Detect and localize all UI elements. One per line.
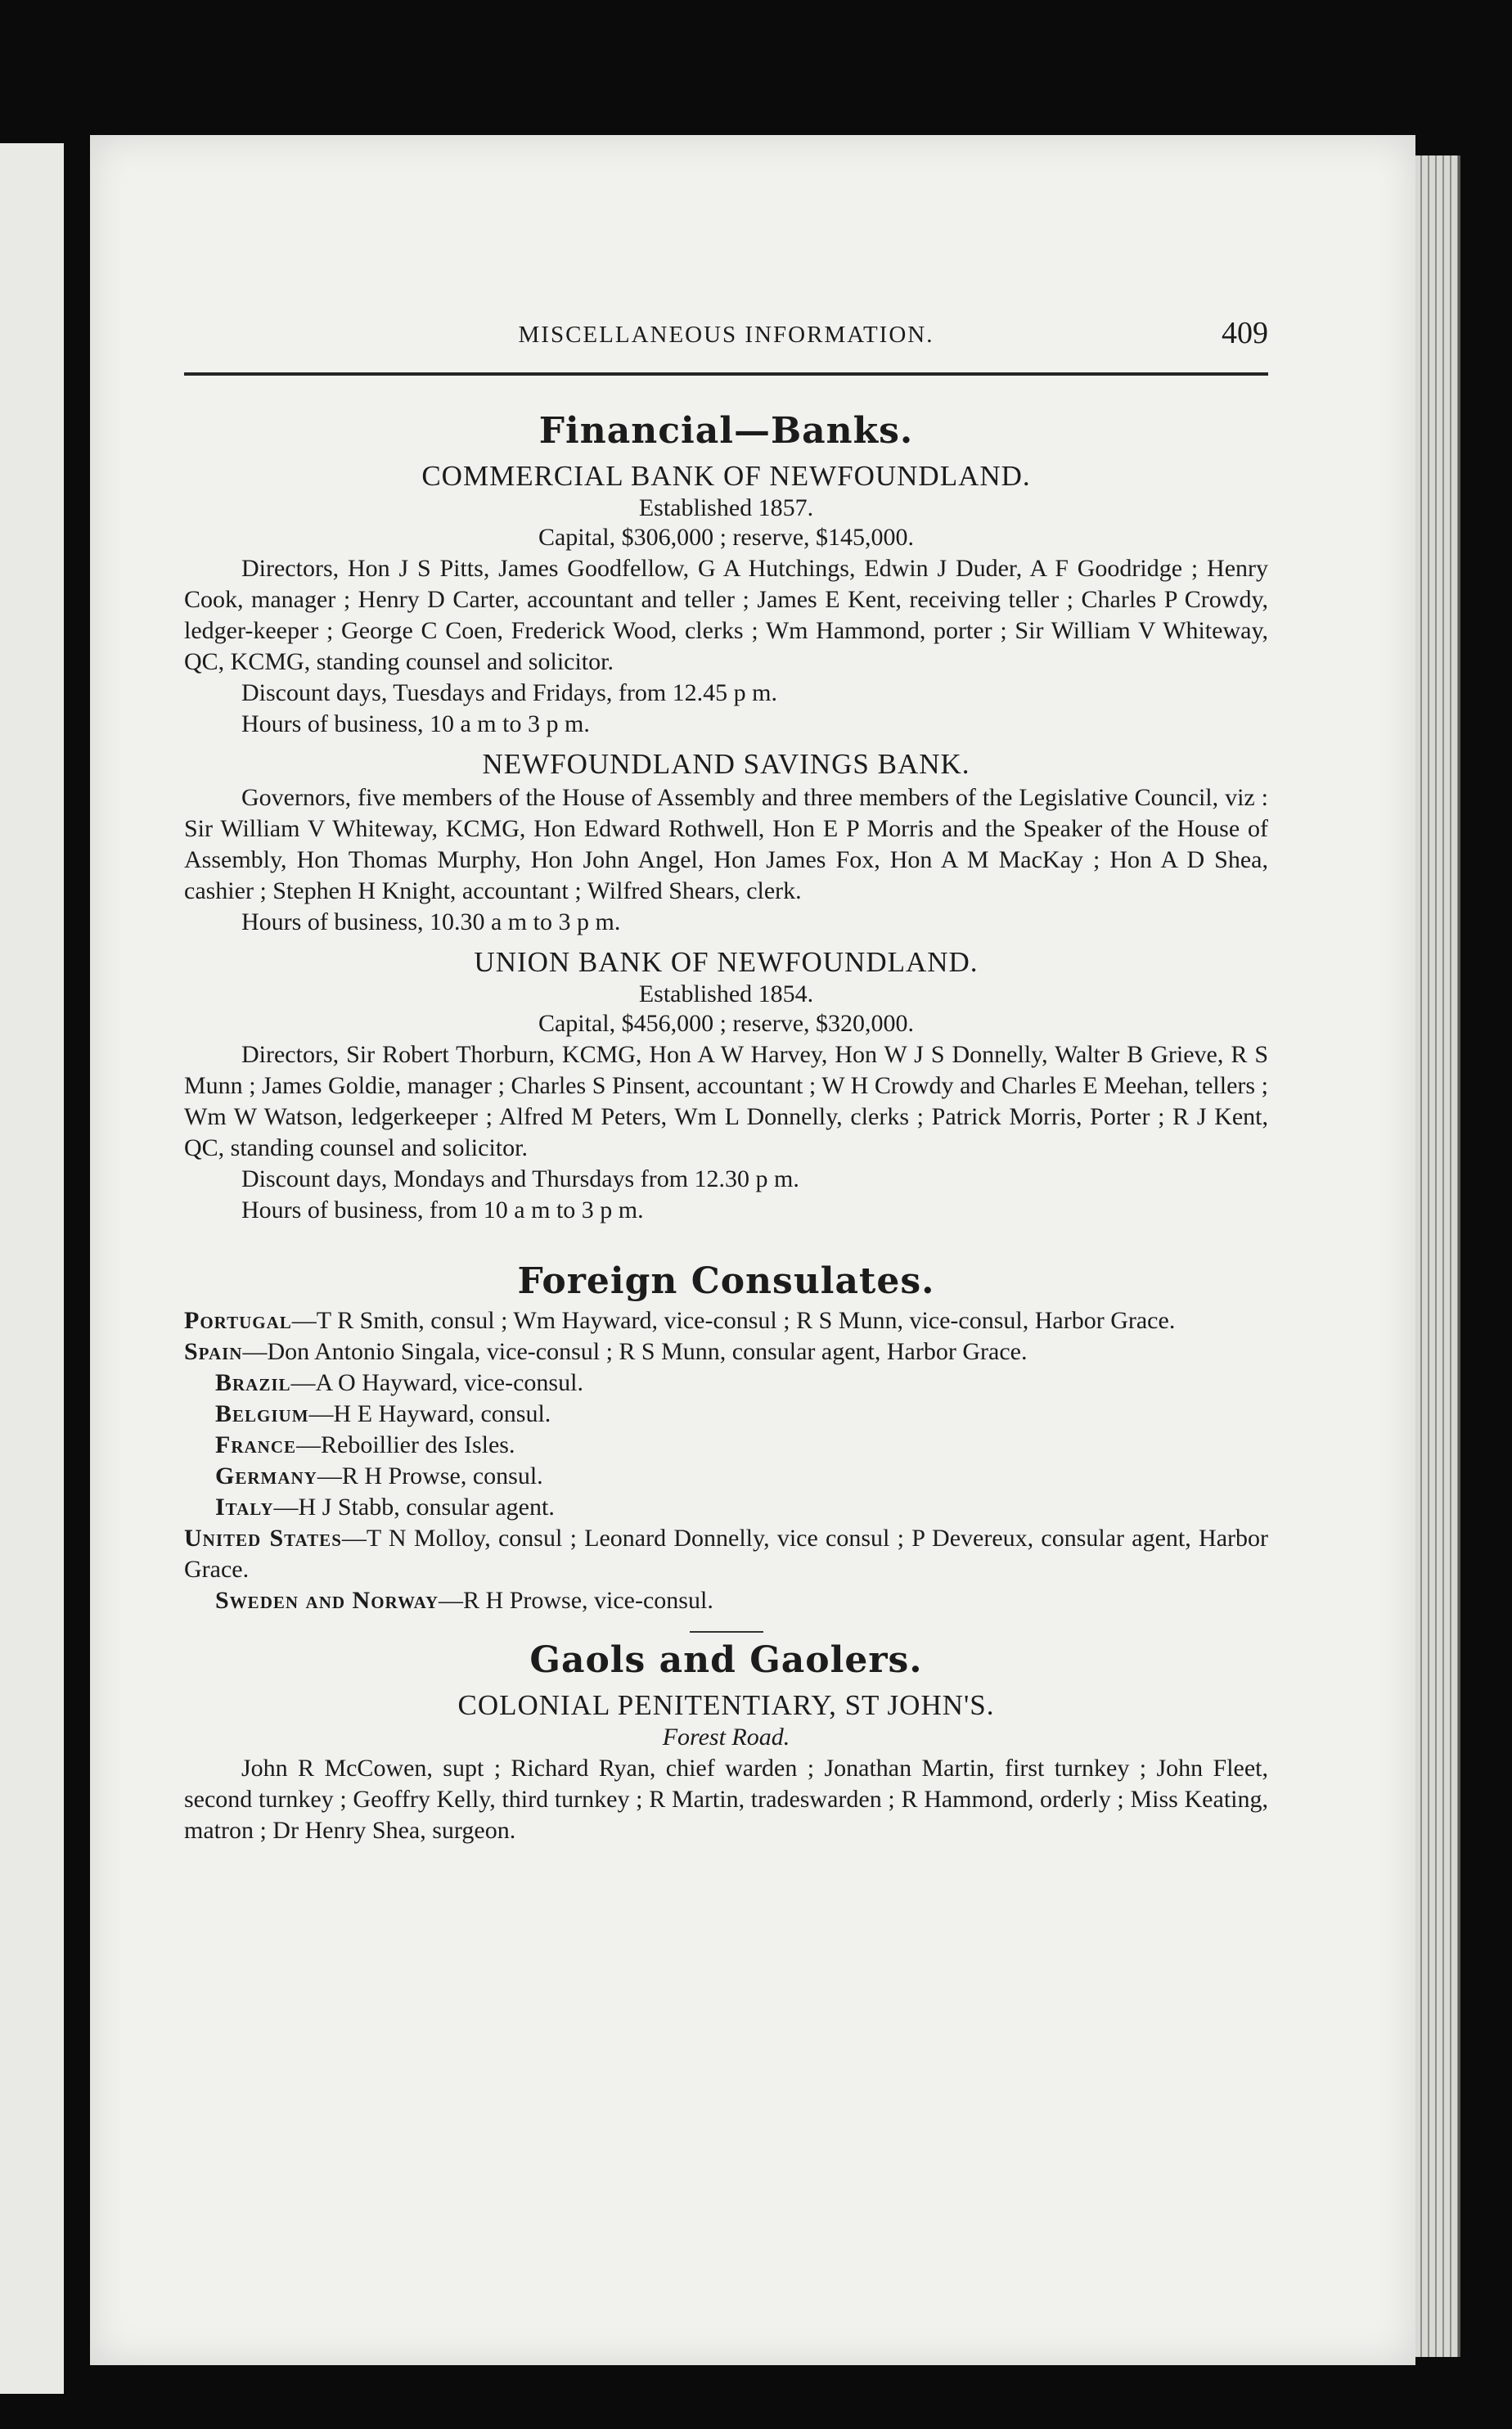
penitentiary-staff: John R McCowen, supt ; Richard Ryan, chief warden ; Jonathan Martin, first turnkey ; John Fleet, second turnkey ; Geoffry Kelly, third turnkey ; R Martin, tradeswarden ; R Hammond, orderly ; Miss Keating, matron ; Dr Henry Shea, surgeon. — [184, 1755, 1268, 1844]
consulate-country: Germany — [215, 1462, 317, 1489]
union-hours: Hours of business, from 10 a m to 3 p m. — [241, 1196, 644, 1224]
penitentiary-location: Forest Road. — [662, 1724, 790, 1751]
consulate-details: —Don Antonio Singala, vice-consul ; R S Munn, consular agent, Harbor Grace. — [242, 1338, 1028, 1365]
consulate-entry — [184, 1461, 1268, 1492]
section-heading-consulates: Foreign Consulates. — [517, 1260, 935, 1302]
consulate-country: Sweden and Norway — [215, 1587, 439, 1614]
union-capital: Capital, $456,000 ; reserve, $320,000. — [538, 1010, 915, 1037]
consulate-entry — [184, 1585, 1268, 1616]
consulate-entry — [184, 1368, 1268, 1399]
consulate-entry — [184, 1399, 1268, 1430]
consulate-details: —H J Stabb, consular agent. — [273, 1494, 555, 1521]
consulate-entry — [184, 1336, 1268, 1368]
bank-name-commercial: COMMERCIAL BANK OF NEWFOUNDLAND. — [421, 460, 1031, 492]
consulate-details: —T R Smith, consul ; Wm Hayward, vice-consul ; R S Munn, vice-consul, Harbor Grace. — [291, 1307, 1176, 1334]
commercial-hours: Hours of business, 10 a m to 3 p m. — [241, 710, 590, 737]
consulate-country: Italy — [215, 1494, 274, 1521]
consulate-details: —H E Hayward, consul. — [308, 1400, 551, 1427]
section-heading-banks: Financial—Banks. — [538, 410, 914, 452]
consulate-entry — [184, 1492, 1268, 1523]
consulate-entry — [184, 1430, 1268, 1461]
section-heading-gaols: Gaols and Gaolers. — [529, 1639, 923, 1681]
left-page-edge — [0, 143, 64, 2394]
running-title: MISCELLANEOUS INFORMATION. — [518, 322, 934, 348]
consulate-entry — [184, 1523, 1268, 1585]
consulate-entry — [184, 1305, 1268, 1336]
commercial-discount-days: Discount days, Tuesdays and Fridays, from 12.45 p m. — [241, 679, 777, 706]
consulate-country: Brazil — [215, 1369, 291, 1396]
consulate-details: —Reboillier des Isles. — [296, 1431, 515, 1458]
savings-hours: Hours of business, 10.30 a m to 3 p m. — [241, 908, 621, 935]
commercial-established: Established 1857. — [638, 494, 814, 521]
page-number: 409 — [1222, 316, 1268, 350]
page-content — [184, 315, 1268, 1846]
consulate-details: —R H Prowse, vice-consul. — [439, 1587, 713, 1614]
consulate-list — [184, 1305, 1268, 1616]
union-directors: Directors, Sir Robert Thorburn, KCMG, Hon A W Harvey, Hon W J S Donnelly, Walter B Grieve, R S Munn ; James Goldie, manager ; Charles S Pinsent, accountant ; W H Crowdy and Charles E Meehan, tellers ; Wm W Watson, ledgerkeeper ; Alfred M Peters, Wm L Donnelly, clerks ; Patrick Morris, Porter ; R J Kent, QC, standing counsel and solicitor. — [184, 1041, 1268, 1161]
consulate-details: —A O Hayward, vice-consul. — [290, 1369, 583, 1396]
consulate-details: —R H Prowse, consul. — [317, 1462, 543, 1489]
consulate-country: Belgium — [215, 1400, 309, 1427]
consulate-details: —T N Molloy, consul ; Leonard Donnelly, vice consul ; P Devereux, consular agent, Harbor Grace. — [184, 1525, 1268, 1583]
commercial-capital: Capital, $306,000 ; reserve, $145,000. — [538, 524, 915, 551]
penitentiary-name: COLONIAL PENITENTIARY, ST JOHN'S. — [457, 1689, 995, 1721]
bank-name-savings: NEWFOUNDLAND SAVINGS BANK. — [482, 748, 970, 780]
consulate-country: United States — [184, 1525, 342, 1552]
union-discount-days: Discount days, Mondays and Thursdays from 12.30 p m. — [241, 1165, 799, 1192]
bank-name-union: UNION BANK OF NEWFOUNDLAND. — [474, 946, 979, 978]
section-divider — [690, 1631, 763, 1633]
consulate-country: Portugal — [184, 1307, 292, 1334]
union-established: Established 1854. — [638, 980, 814, 1007]
consulate-country: Spain — [184, 1338, 243, 1365]
savings-governors: Governors, five members of the House of Assembly and three members of the Legislative Council, viz : Sir William V Whiteway, KCMG, Hon Edward Rothwell, Hon E P Morris and the Speaker of the House of Assembly, Hon Thomas Murphy, Hon John Angel, Hon James Fox, Hon A M MacKay ; Hon A D Shea, cashier ; Stephen H Knight, accountant ; Wilfred Shears, clerk. — [184, 784, 1268, 904]
commercial-directors: Directors, Hon J S Pitts, James Goodfellow, G A Hutchings, Edwin J Duder, A F Goodridge ; Henry Cook, manager ; Henry D Carter, accountant and teller ; James E Kent, receiving teller ; Charles P Crowdy, ledger-keeper ; George C Coen, Frederick Wood, clerks ; Wm Hammond, porter ; Sir William V Whiteway, QC, KCMG, standing counsel and solicitor. — [184, 555, 1268, 675]
consulate-country: France — [215, 1431, 296, 1458]
running-head — [184, 315, 1268, 376]
book-page — [90, 135, 1415, 2365]
